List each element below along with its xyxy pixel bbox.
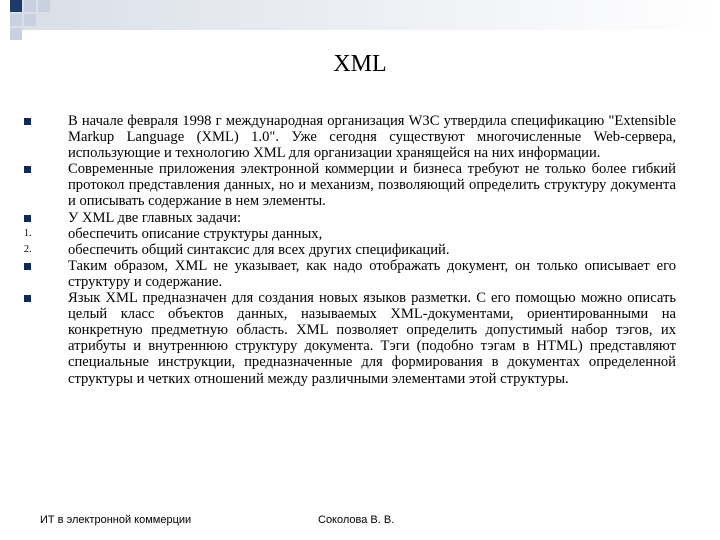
list-number: 2. <box>24 243 32 255</box>
bullet-list-item <box>24 113 676 161</box>
bullet-list-item <box>24 161 676 209</box>
footer-course-name: ИТ в электронной коммерции <box>40 514 192 526</box>
list-item-text: В начале февраля 1998 г международная организация W3C утвердила спецификацию "Extensible Markup Language (XML) 1.0". Уже сегодня существуют многочисленные Web-сервера, использующие и технологию XML для организации хранящейся на них информации. <box>68 113 676 162</box>
footer-author: Соколова В. В. <box>318 514 395 526</box>
bullet-list-item <box>24 210 676 226</box>
slide-content <box>24 113 676 387</box>
square-bullet-icon <box>24 263 31 270</box>
list-item-text: обеспечить описание структуры данных, <box>68 225 323 242</box>
decorative-squares-header <box>0 0 720 48</box>
list-number: 1. <box>24 227 32 239</box>
list-item-text: обеспечить общий синтаксис для всех других спецификаций. <box>68 241 450 258</box>
square-bullet-icon <box>24 215 31 222</box>
square-bullet-icon <box>24 118 31 125</box>
list-item-text: У XML две главных задачи: <box>68 209 242 226</box>
bullet-list-item <box>24 290 676 387</box>
slide-title: XML <box>333 51 387 77</box>
square-bullet-icon <box>24 295 31 302</box>
list-item-text: Современные приложения электронной коммерции и бизнеса требуют не только более гибкий протокол представления данных, но и механизм, позволяющий определить структуру документа и описывать содержание в нем элементы. <box>68 161 676 210</box>
numbered-list-item <box>24 226 676 242</box>
square-bullet-icon <box>24 166 31 173</box>
list-item-text: Язык XML предназначен для создания новых языков разметки. С его помощью можно описать целый класс объектов данных, называемых XML-документами, ориентированными на конкретную предметную область. XML позволяет определить допустимый набор тэгов, их атрибуты и внутреннюю структуру документа. Тэги (подобно тэгам в HTML) представляют специальные инструкции, предназначенные для формирования в документах определенной структуры и четких отношений между различными элементами этой структуры. <box>68 290 676 387</box>
numbered-list-item <box>24 242 676 258</box>
list-item-text: Таким образом, XML не указывает, как надо отображать документ, он только описывает его структуру и содержание. <box>68 257 676 290</box>
bullet-list-item <box>24 258 676 290</box>
